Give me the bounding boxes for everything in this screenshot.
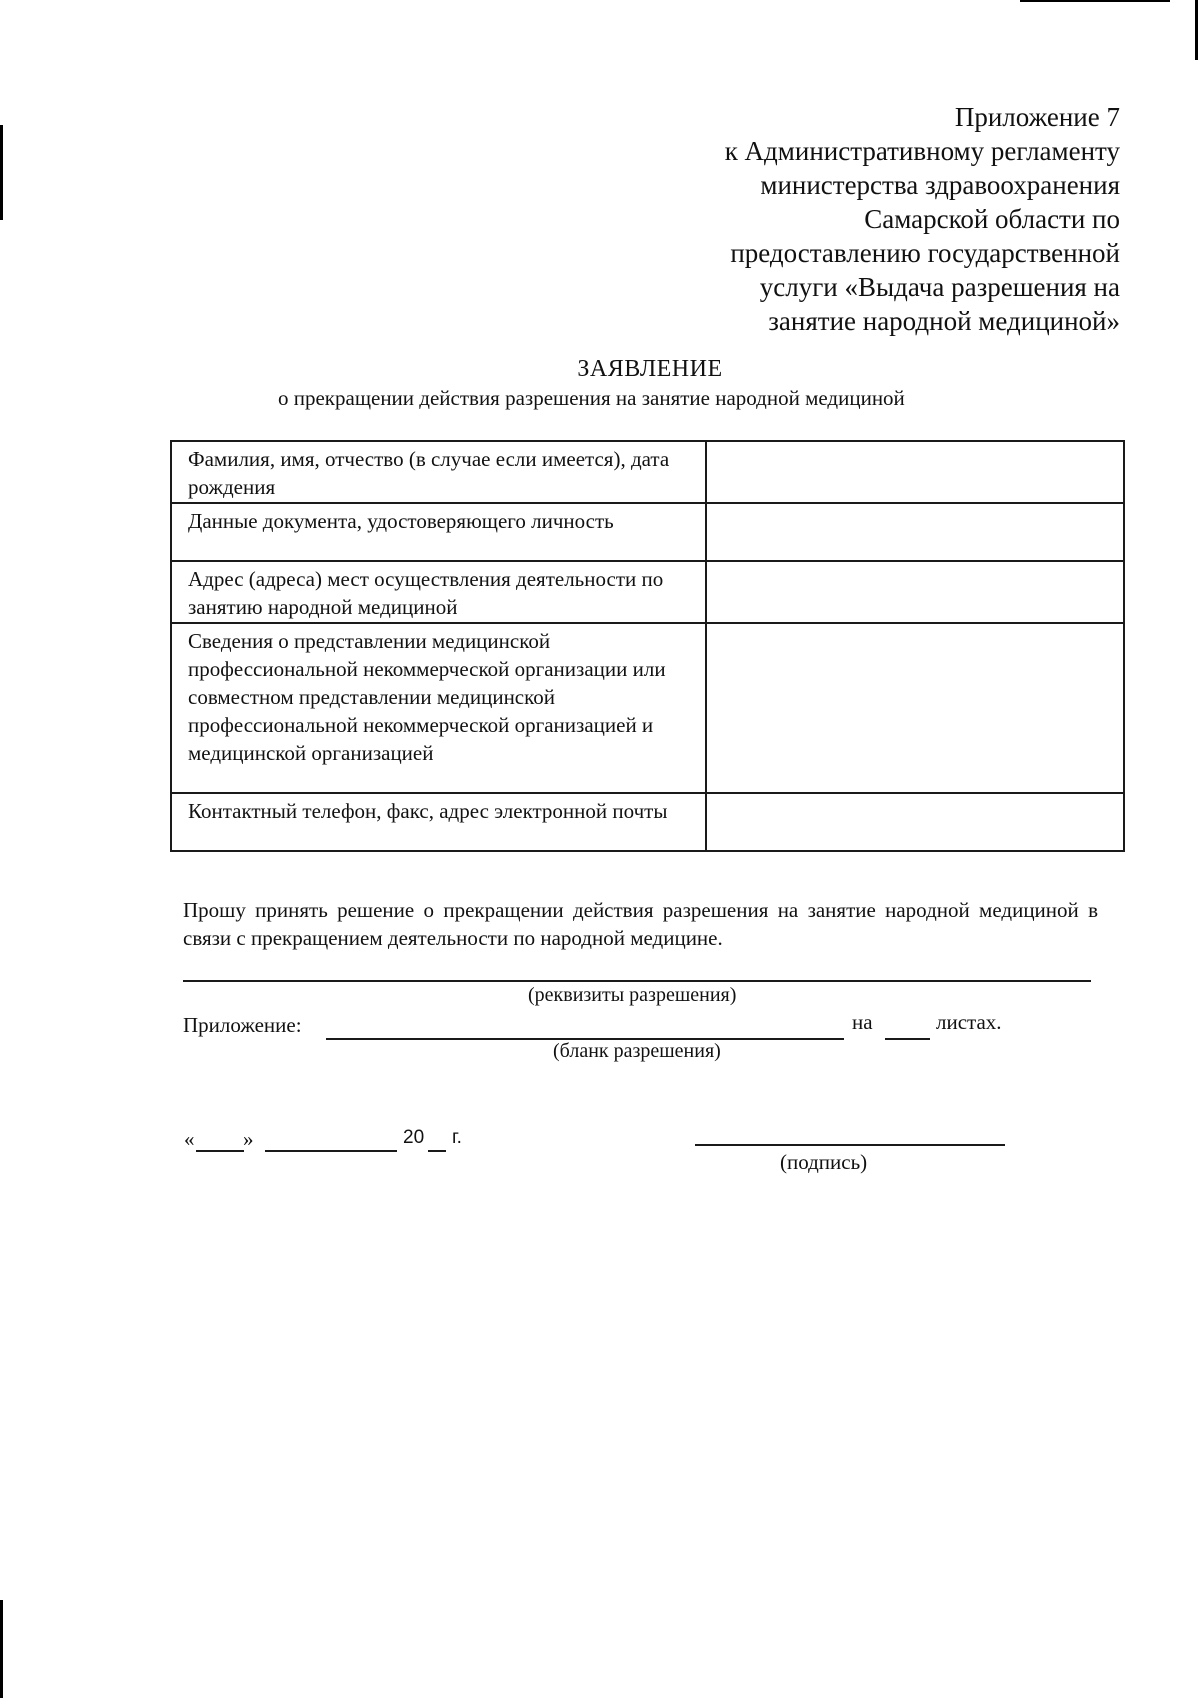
signature-line[interactable]	[695, 1144, 1005, 1146]
applicant-info-table	[170, 440, 1125, 852]
field-value-identity-document[interactable]	[706, 503, 1124, 561]
date-close-quote: »	[243, 1127, 254, 1151]
field-label-contacts: Контактный телефон, факс, адрес электронной почты	[171, 793, 706, 851]
field-label-activity-address: Адрес (адреса) мест осуществления деятельности по занятию народной медициной	[171, 561, 706, 623]
table-row	[171, 793, 1124, 851]
date-open-quote: «	[184, 1127, 195, 1151]
document-title: ЗАЯВЛЕНИЕ	[577, 356, 723, 382]
appendix-line: к Административному регламенту	[724, 136, 1120, 166]
appendix-line: услуги «Выдача разрешения на	[759, 272, 1120, 302]
attachment-label: Приложение:	[183, 1013, 302, 1037]
field-value-activity-address[interactable]	[706, 561, 1124, 623]
date-day-line[interactable]	[196, 1150, 244, 1152]
signature-caption: (подпись)	[780, 1150, 868, 1174]
table-row	[171, 503, 1124, 561]
appendix-header	[560, 100, 1120, 338]
permit-details-caption: (реквизиты разрешения)	[528, 984, 737, 1006]
appendix-line: предоставлению государственной	[730, 238, 1120, 268]
date-year-prefix: 20	[403, 1127, 425, 1148]
document-subtitle: о прекращении действия разрешения на занятие народной медициной	[278, 386, 905, 410]
appendix-line: министерства здравоохранения	[760, 170, 1120, 200]
appendix-line: Приложение 7	[954, 102, 1120, 132]
scan-edge-mark-bottom-left	[0, 1600, 3, 1698]
table-row	[171, 623, 1124, 793]
attachment-sheets-label: листах.	[936, 1010, 1002, 1034]
table-row	[171, 441, 1124, 503]
appendix-line: Самарской области по	[864, 204, 1120, 234]
date-month-line[interactable]	[265, 1150, 397, 1152]
date-year-suffix: г.	[452, 1127, 462, 1148]
field-value-contacts[interactable]	[706, 793, 1124, 851]
field-label-full-name: Фамилия, имя, отчество (в случае если имеется), дата рождения	[171, 441, 706, 503]
field-value-organization-info[interactable]	[706, 623, 1124, 793]
request-paragraph: Прошу принять решение о прекращении действия разрешения на занятие народной медициной в связи с прекращением деятельности по народной медицине.	[183, 898, 1098, 950]
permit-details-line[interactable]	[183, 980, 1091, 982]
table-row	[171, 561, 1124, 623]
field-label-organization-info: Сведения о представлении медицинской профессиональной некоммерческой организации или совместном представлении медицинской профессиональной некоммерческой организацией и медицинской организацией	[171, 623, 706, 793]
scan-edge-mark-top-right	[1020, 0, 1170, 2]
scan-edge-mark-right	[1195, 0, 1198, 60]
appendix-line: занятие народной медициной»	[768, 306, 1120, 336]
scan-edge-mark-top-left	[0, 125, 3, 220]
attachment-on-label: на	[852, 1010, 873, 1034]
sheets-count-line[interactable]	[885, 1038, 930, 1040]
date-year-line[interactable]	[428, 1150, 446, 1152]
attachment-caption: (бланк разрешения)	[553, 1040, 721, 1062]
field-value-full-name[interactable]	[706, 441, 1124, 503]
field-label-identity-document: Данные документа, удостоверяющего личность	[171, 503, 706, 561]
